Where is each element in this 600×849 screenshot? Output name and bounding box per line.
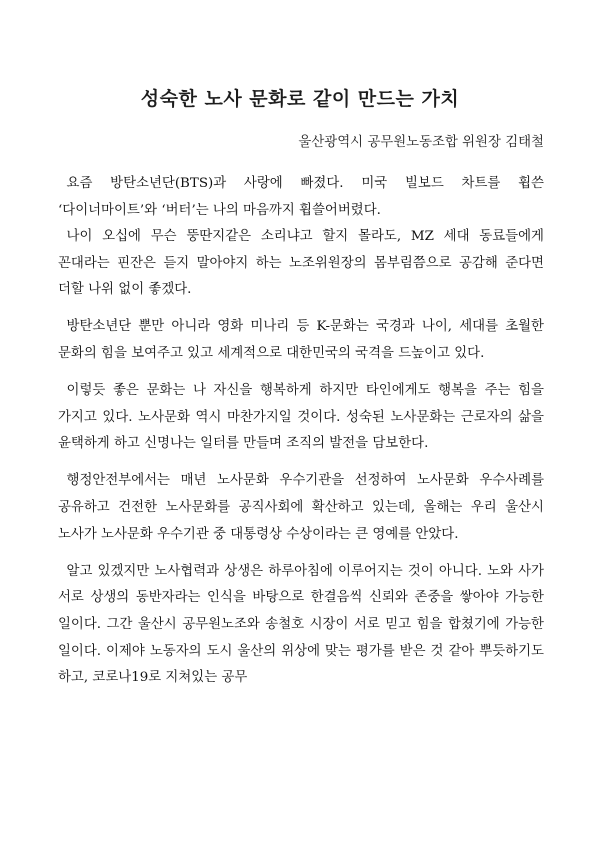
document-title: 성숙한 노사 문화로 같이 만드는 가치: [140, 88, 460, 110]
paragraph: 방탄소년단 뿐만 아니라 영화 미나리 등 K-문화는 국경과 나이, 세대를 초월한 문화의 힘을 보여주고 있고 세계적으로 대한민국의 국격을 드높이고 있다.: [58, 319, 544, 362]
paragraph: 알고 있겠지만 노사협력과 상생은 하루아침에 이루어지는 것이 아니다. 노와 사가 서로 상생의 동반자라는 인식을 바탕으로 한결음씩 신뢰와 존중을 쌓아야 가능한 일이다. 그간 울산시 공무원노조와 송철호 시장이 서로 믿고 힘을 합쳤기에 가능한 일이다. 이제야 노동자의 도시 울산의 위상에 맞는 평가를 받은 것 같아 뿌듯하기도 하고, 코로나19로 지쳐있는 공무: [58, 563, 544, 686]
paragraph: 요즘 방탄소년단(BTS)과 사랑에 빠졌다. 미국 빌보드 차트를 휩쓴 ‘다이너마이트’와 ‘버터’는 나의 마음까지 휩쓸어버렸다.: [58, 176, 544, 218]
author-line: 울산광역시 공무원노동조합 위원장 김태철: [298, 135, 544, 150]
paragraph: 나이 오십에 무슨 뚱딴지같은 소리냐고 할지 몰라도, MZ 세대 동료들에게 꼰대라는 핀잔은 듣지 말아야지 하는 노조위원장의 몸부림쯤으로 공감해 준다면 더할 나위 없이 좋겠다.: [58, 229, 544, 298]
paragraph: 행정안전부에서는 매년 노사문화 우수기관을 선정하여 노사문화 우수사례를 공유하고 건전한 노사문화를 공직사회에 확산하고 있는데, 올해는 우리 울산시 노사가 노사문화 우수기관 중 대통령상 수상이라는 큰 영예를 안았다.: [58, 473, 544, 542]
document-body: [58, 171, 544, 692]
paragraph: 이렇듯 좋은 문화는 나 자신을 행복하게 하지만 타인에게도 행복을 주는 힘을 가지고 있다. 노사문화 역시 마찬가지일 것이다. 성숙된 노사문화는 근로자의 삶을 윤택하게 하고 신명나는 일터를 만들며 조직의 발전을 담보한다.: [58, 383, 544, 452]
